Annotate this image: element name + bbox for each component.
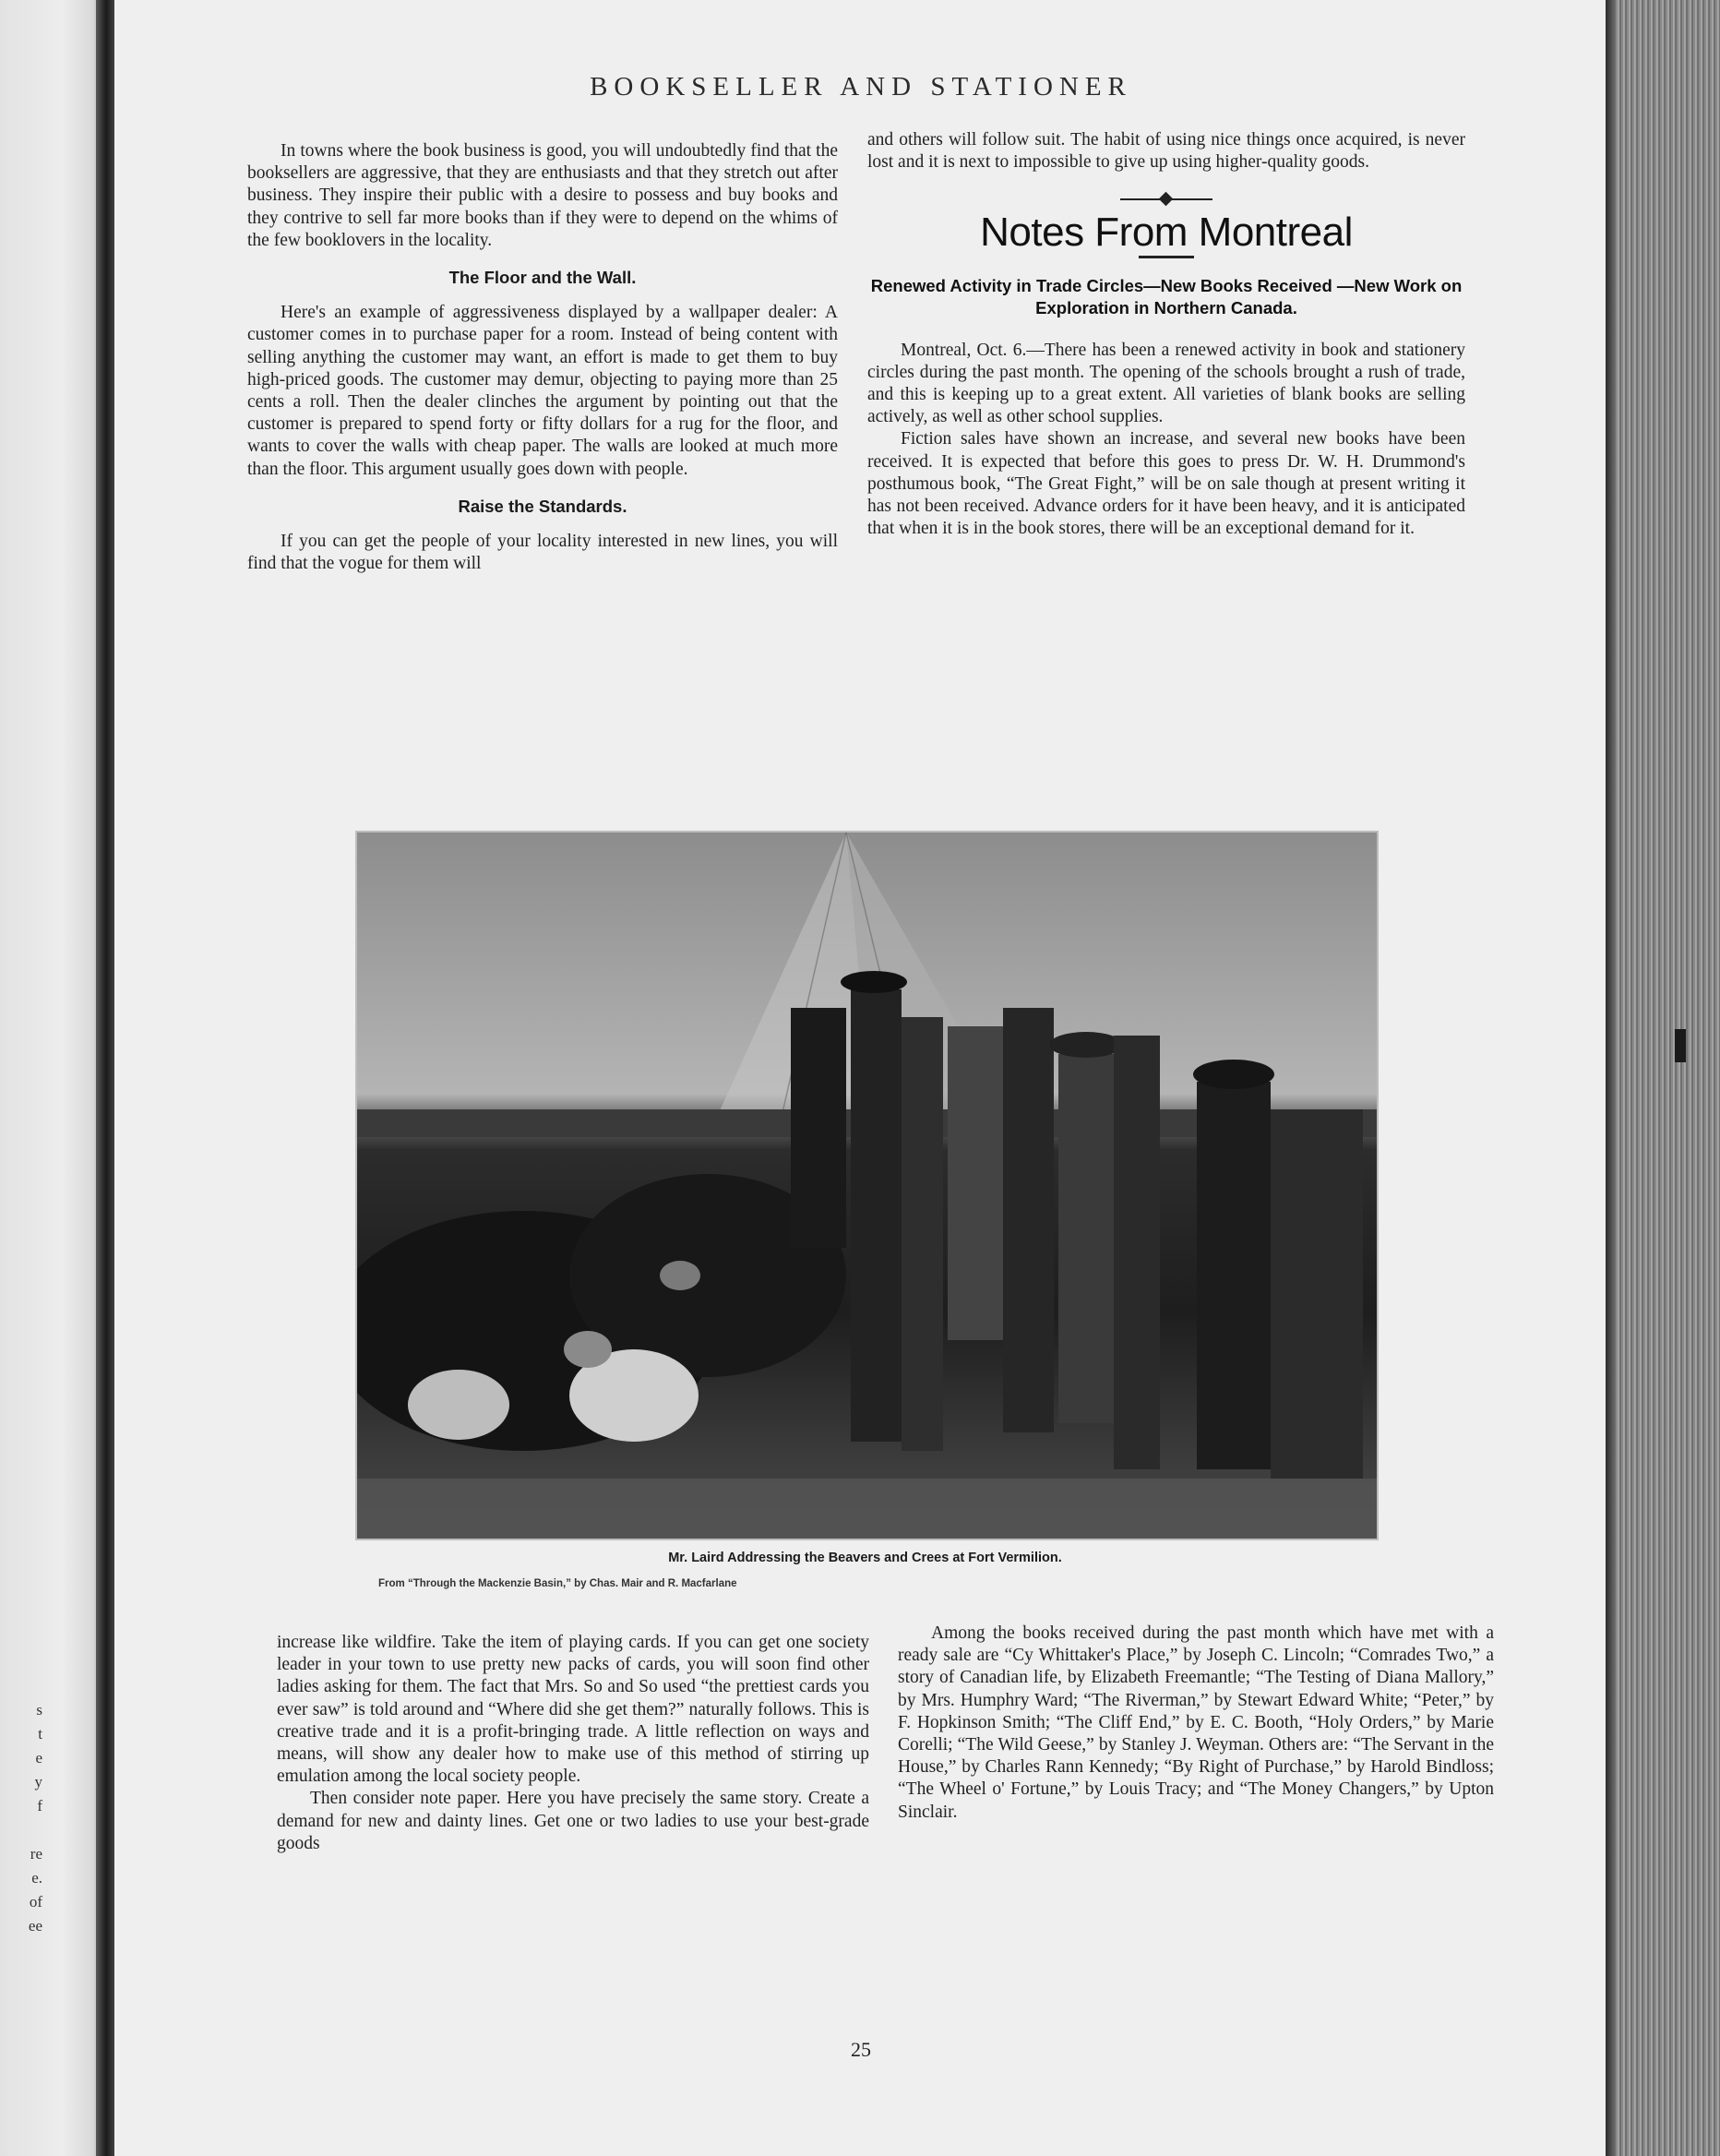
- hat: [564, 1331, 612, 1368]
- standing-figure: [1197, 1082, 1271, 1469]
- paragraph: Fiction sales have shown an increase, and several new books have been received. It is expected that before this goes to press Dr. W. H. Drummond's posthumous book, “The Great Fight,” will be on sale though at present writing it has not been received. Advance orders for it have been heavy, and it is anticipated that when it is in the book stores, there will be an exceptional demand for it.: [867, 429, 1465, 539]
- subhead-floor-and-wall: The Floor and the Wall.: [448, 268, 637, 288]
- standing-figure: [1003, 1008, 1054, 1432]
- book-page-edges: [1606, 0, 1720, 2156]
- hat: [660, 1261, 700, 1290]
- paragraph: increase like wildfire. Take the item of playing cards. If you can get one society leader in your town to use pretty new packs of cards, you will soon find other ladies asking for them. The fact that Mrs. So and So used “the prettiest cards you ever saw” is told around and “Where did she get them?” naturally follows. This is creative trade and it is a profit-bringing trade. A little reflection on ways and means, will show any dealer how to make use of this method of stirring up emulation among the local society people.: [277, 1633, 869, 1787]
- standing-figure: [1271, 1109, 1363, 1479]
- subhead-raise-standards: Raise the Standards.: [458, 496, 627, 516]
- book-gutter: [96, 0, 116, 2156]
- section-title: Notes From Montreal: [980, 210, 1353, 256]
- standing-figure: [1114, 1036, 1160, 1469]
- page-number: 25: [851, 2038, 871, 2061]
- edge-tab-mark: [1675, 1029, 1686, 1062]
- column-4: [898, 1623, 1494, 1824]
- standing-figure: [948, 1026, 1012, 1340]
- paragraph: Here's an example of aggressiveness displayed by a wallpaper dealer: A customer comes in to purchase paper for a room. Instead of being content with selling anything the customer may want, an effort is made to get them to buy high-priced goods. The customer may demur, objecting to paying more than 25 cents a roll. Then the dealer clinches the argument by pointing out that the customer is prepared to spend forty or fifty dollars for a rug for the floor, and wants to cover the walls with cheap paper. The walls are looked at much more than the floor. This argument usually goes down with people.: [247, 303, 838, 479]
- column-2: [867, 129, 1465, 540]
- column-1: [247, 140, 838, 575]
- hat: [1193, 1060, 1274, 1089]
- photo-caption: Mr. Laird Addressing the Beavers and Crees at Fort Vermilion.: [668, 1551, 1062, 1565]
- column-3: [277, 1632, 869, 1855]
- hat: [841, 971, 907, 993]
- hat: [1049, 1032, 1123, 1058]
- diamond-ornament-icon: [1159, 192, 1174, 207]
- photograph: [355, 831, 1379, 1540]
- standing-figure: [791, 1008, 846, 1248]
- running-head: BOOKSELLER AND STATIONER: [590, 72, 1132, 102]
- photo-credit: From “Through the Mackenzie Basin,” by Chas. Mair and R. Macfarlane: [378, 1578, 737, 1589]
- ornament-divider: [1120, 192, 1212, 207]
- standing-figure: [902, 1017, 943, 1451]
- photo-scene: [357, 832, 1377, 1539]
- section-subtitle: Renewed Activity in Trade Circles—New Books Received —New Work on Exploration in Northern Canada.: [870, 275, 1463, 317]
- standing-figure: [1058, 1054, 1114, 1423]
- title-rule: [1139, 256, 1194, 258]
- left-page-text-fragments: s t e y f re e. of ee: [28, 1701, 42, 1934]
- paragraph: Among the books received during the past month which have met with a ready sale are “Cy Whittaker's Place,” by Joseph C. Lincoln; “Comrades Two,” a story of Canadian life, by Elizabeth Freemantle; “The Testing of Diana Mallory,” by Mrs. Humphry Ward; “The Riverman,” by Stewart Edward White; “Peter,” by F. Hopkinson Smith; “The Cliff End,” by E. C. Booth, “Holy Orders,” by Marie Corelli; “The Wild Geese,” by Stanley J. Weyman. Others are: “The Servant in the House,” by Charles Rann Kennedy; “By Right of Purchase,” by Harold Bindloss; “The Wheel o' Fortune,” by Louis Tracy; and “The Money Changers,” by Upton Sinclair.: [898, 1623, 1494, 1822]
- ground: [357, 1479, 1377, 1539]
- paragraph: Then consider note paper. Here you have precisely the same story. Create a demand for new and dainty lines. Get one or two ladies to use your best-grade goods: [277, 1789, 869, 1853]
- paragraph: In towns where the book business is good, you will undoubtedly find that the booksellers are aggressive, that they are enthusiasts and that they stretch out after business. They inspire their public with a desire to possess and buy books and they contrive to sell far more books than if they were to depend on the whims of the few booklovers in the locality.: [247, 141, 838, 250]
- paragraph: and others will follow suit. The habit of using nice things once acquired, is never lost and it is next to impossible to give up using higher-quality goods.: [867, 130, 1465, 173]
- paragraph: If you can get the people of your locality interested in new lines, you will find that the vogue for them will: [247, 532, 838, 574]
- standing-figure-speaker: [851, 989, 902, 1442]
- light-garment: [408, 1370, 509, 1440]
- paragraph: Montreal, Oct. 6.—There has been a renewed activity in book and stationery circles during the past month. The opening of the schools brought a rush of trade, and this is keeping up to a great extent. All varieties of blank books are selling actively, as well as other school supplies.: [867, 340, 1465, 427]
